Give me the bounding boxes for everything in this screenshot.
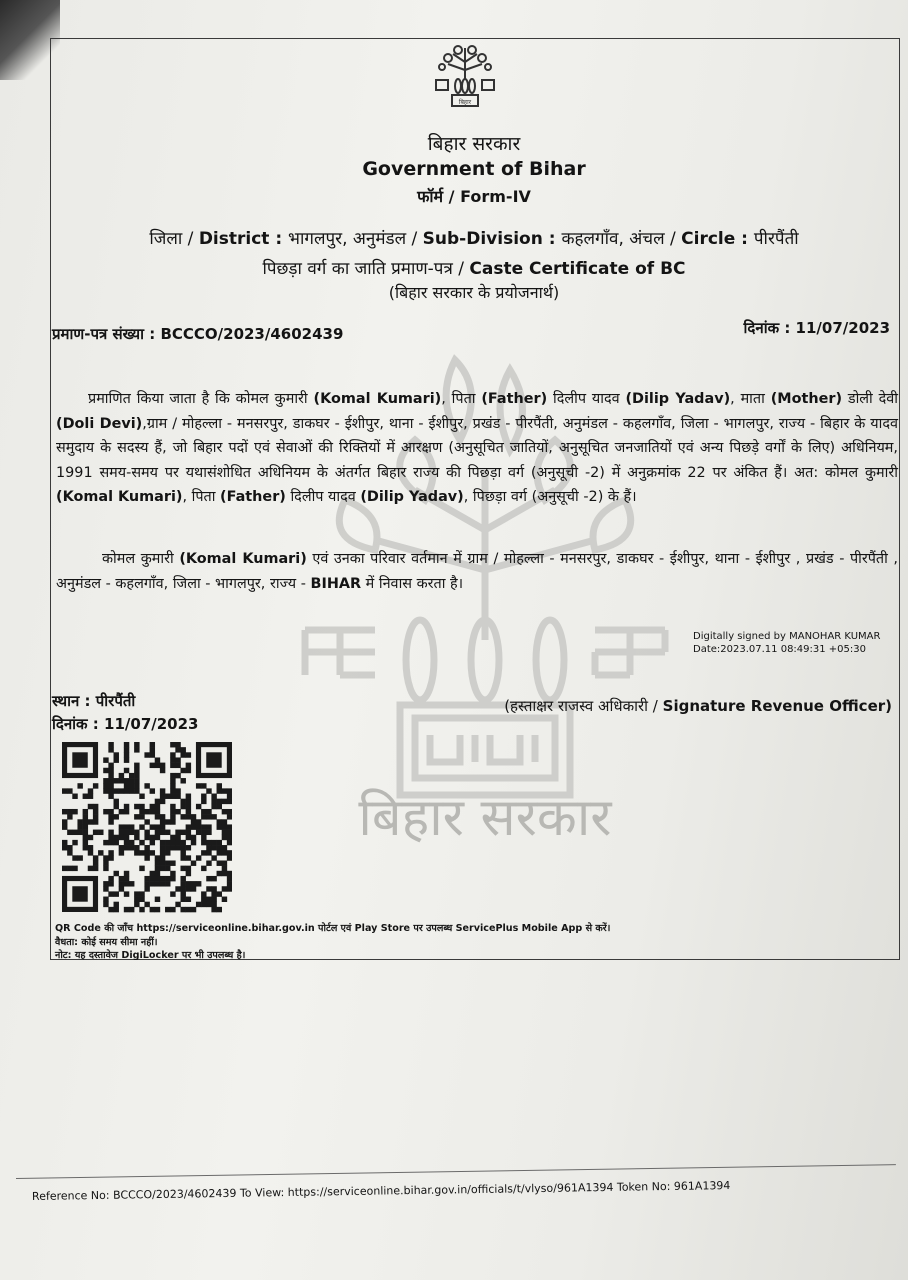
- reference-line: Reference No: BCCCO/2023/4602439 To View: https://serviceonline.bihar.gov.in/officials/t/vlyso/961A1394 Token No: 961A1394: [31, 1179, 731, 1203]
- certificate-purpose: (बिहार सरकार के प्रयोजनार्थ): [388, 283, 560, 302]
- residence-paragraph: कोमल कुमारी (Komal Kumari) एवं उनका परिवार वर्तमान में ग्राम / मोहल्ला - मनसरपुर, डाकघर - ईशीपुर, थाना - ईशीपुर , प्रखंड - पीरपैंती , अनुमंडल - कहलगाँव, जिला - भागलपुर, राज्य - BIHAR में निवास करता है।: [56, 551, 899, 592]
- qr-verification-note: QR Code की जाँच https://serviceonline.bihar.gov.in पोर्टल एवं Play Store पर उपलब्ध ServicePlus Mobile App से करें।: [55, 923, 611, 934]
- emblem-text: बिहार: [458, 99, 472, 106]
- watermark-text: बिहार सरकार: [358, 788, 612, 848]
- issue-date: दिनांक : 11/07/2023: [52, 715, 199, 733]
- bihar-emblem-icon: [428, 40, 502, 110]
- govt-title-english: Government of Bihar: [362, 158, 586, 180]
- place: स्थान : पीरपैंती: [52, 692, 136, 710]
- certificate-number: प्रमाण-पत्र संख्या : BCCCO/2023/4602439: [52, 325, 344, 343]
- reference-divider: [16, 1164, 896, 1179]
- footnotes: [55, 922, 610, 963]
- district-line: जिला / District : भागलपुर, अनुमंडल / Sub-Division : कहलगाँव, अंचल / Circle : पीरपैंती: [149, 229, 799, 249]
- officer-signature-label: (हस्ताक्षर राजस्व अधिकारी / Signature Revenue Officer): [504, 697, 892, 715]
- digilocker-note: नोट: यह दस्तावेज DigiLocker पर भी उपलब्ध है।: [55, 950, 246, 961]
- place-date-block: [52, 690, 198, 736]
- govt-title-hindi: बिहार सरकार: [427, 133, 521, 155]
- certification-paragraph: प्रमाणित किया जाता है कि कोमल कुमारी (Komal Kumari), पिता (Father) दिलीप यादव (Dilip Yadav), माता (Mother) डोली देवी (Doli Devi),ग्राम / मोहल्ला - मनसरपुर, डाकघर - ईशीपुर, थाना - ईशीपुर, प्रखंड - पीरपैंती, अनुमंडल - कहलगाँव, जिला - भागलपुर, राज्य - बिहार के यादव समुदाय के सदस्य हैं, जो बिहार पदों एवं सेवाओं की रिक्तियों में आरक्षण (अनुसूचित जातियों, अनुसूचित जनजातियों एवं अन्य पिछड़े वर्गों के लिए) अधिनियम, 1991 समय-समय पर यथासंशोधित अधिनियम के अंतर्गत बिहार राज्य की पिछड़ा वर्ग (अनुसूची -2) में अनुक्रमांक 22 पर अंकित हैं। अत: कोमल कुमारी (Komal Kumari), पिता (Father) दिलीप यादव (Dilip Yadav), पिछड़ा वर्ग (अनुसूची -2) के हैं।: [56, 391, 898, 505]
- validity-note: वैधता: कोई समय सीमा नहीं।: [55, 936, 158, 948]
- form-number: फॉर्म / Form-IV: [417, 187, 531, 206]
- certificate-title: पिछड़ा वर्ग का जाति प्रमाण-पत्र / Caste Certificate of BC: [262, 259, 686, 279]
- digital-signature: Digitally signed by MANOHAR KUMAR Date:2023.07.11 08:49:31 +05:30: [693, 631, 881, 655]
- certificate-date: दिनांक : 11/07/2023: [743, 319, 890, 337]
- qr-code[interactable]: [62, 742, 232, 914]
